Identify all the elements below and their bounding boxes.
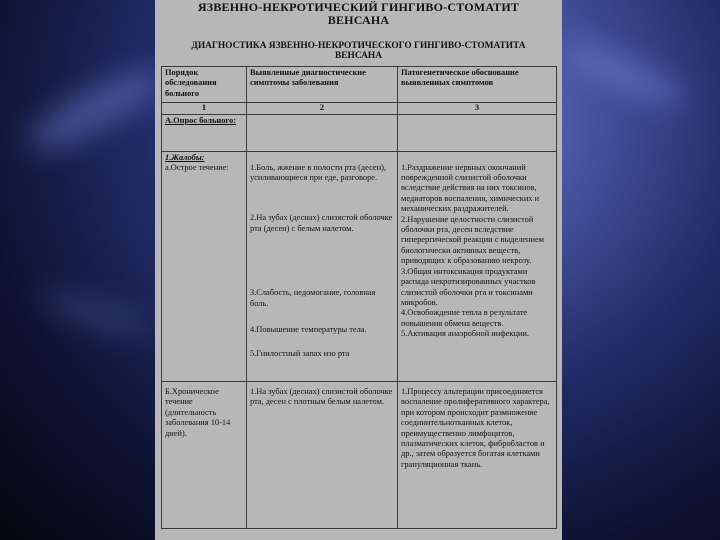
document-page [155,0,562,540]
basis-item: 5.Активация анаэробной инфекции. [401,329,530,339]
empty-cell [247,114,398,151]
symptom-item: 1.Боль, жжение в полости рта (десен), усиливающиеся при еде, разговоре. [250,162,386,183]
subtitle-line-2: ВЕНСАНА [335,51,382,61]
section-a-cell [162,114,247,151]
chronic-course-label: Б.Хроническое течение (длительность заболевания 10-14 дней). [162,381,247,528]
background-light-streak [560,35,691,115]
background-light-streak [39,284,152,343]
symptom-item: 2.На зубах (деснах) слизистой оболочке рта (десен) с белым налетом. [250,213,393,233]
empty-cell [398,114,557,151]
symptom-item: 4.Повышение температуры тела. [250,325,367,335]
column-number: 1 [162,103,247,114]
symptom-item: 1.На зубах (деснах) слизистой оболочке рта, десен с плотным белым налетом. [247,381,398,528]
symptom-item: 3.Слабость, недомогание, головная боль. [250,288,376,308]
basis-item: 4.Освобождение тепла в результате повышения обмена веществ. [401,308,528,328]
basis-item: 1.Раздражение нервных окончаний поврежденной слизистой оболочки вследствие действия на них токсинов, медиаторов воспаления, химических и механических раздражителей. [401,162,540,214]
complaints-label: 1.Жалобы: [165,152,205,162]
column-header-basis: Патогенетическое обоснование выявленных симптомов [398,67,557,103]
acute-basis-cell [398,151,557,381]
document-title [155,1,562,27]
table-row [162,381,557,528]
subtitle-line-1: ДИАГНОСТИКА ЯЗВЕННО-НЕКРОТИЧЕСКОГО ГИНГИВО-СТОМАТИТА [191,41,526,51]
column-number: 3 [398,103,557,114]
column-header-order: Порядок обследования больного [162,67,247,103]
table-header-row [162,67,557,103]
basis-item: 1.Процессу альтерации присоединяется воспаление пролиферативного характера, при котором происходит размножение соединительнотканных клеток, преимущественно лимфоцитов, плазматических клеток, фибробластов и др., затем образуется богатая клетками грануляционная ткань. [398,381,557,528]
basis-item: 3.Общая интоксикация продуктами распада некротизированных участков слизистой оболочки рта и токсинами микробов. [401,266,536,307]
background-light-streak [19,57,170,163]
title-line-2: ВЕНСАНА [327,13,390,27]
basis-item: 2.Нарушение целостности слизистой оболочки рта, десен вследствие гиперергической реакции с выделением биологически активных веществ, приводящих к образованию некрозу. [401,214,544,266]
acute-cell [162,151,247,381]
table-row [162,151,557,381]
acute-symptoms-cell [247,151,398,381]
table-row [162,114,557,151]
column-number-row [162,103,557,114]
column-header-symptoms: Выявленные диагностические симптомы заболевания [247,67,398,103]
symptom-item: 5.Гнилостный запах изо рта [250,349,350,359]
column-number: 2 [247,103,398,114]
acute-course-label: а.Острое течение: [165,163,229,173]
title-line-1: ЯЗВЕННО-НЕКРОТИЧЕСКИЙ ГИНГИВО-СТОМАТИТ [197,0,520,14]
document-subtitle [155,41,562,61]
diagnostics-table [161,66,557,529]
section-a-label: А.Опрос больного: [165,115,237,125]
